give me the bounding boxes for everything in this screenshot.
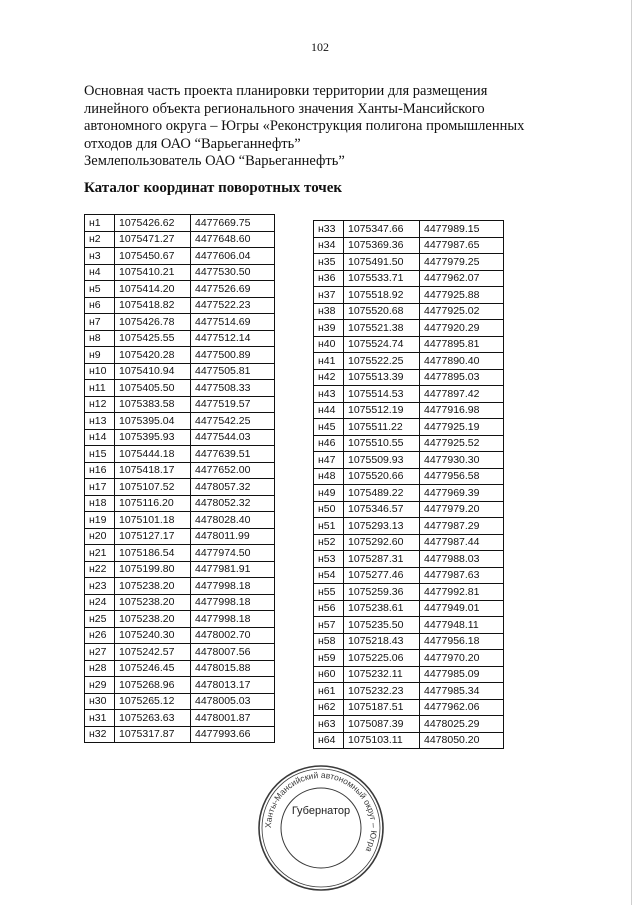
y-coordinate-cell: 4477890.40 — [420, 353, 504, 370]
x-coordinate-cell: 1075383.58 — [115, 396, 191, 413]
point-id-cell: н60 — [314, 666, 344, 683]
page-number: 102 — [311, 40, 329, 54]
point-id-cell: н38 — [314, 303, 344, 320]
y-coordinate-cell: 4478013.17 — [191, 677, 275, 694]
point-id-cell: н21 — [85, 545, 115, 562]
table-row — [314, 683, 504, 700]
x-coordinate-cell: 1075520.68 — [344, 303, 420, 320]
y-coordinate-cell: 4477985.34 — [420, 683, 504, 700]
y-coordinate-cell: 4478057.32 — [191, 479, 275, 496]
point-id-cell: н46 — [314, 435, 344, 452]
table-row — [314, 254, 504, 271]
x-coordinate-cell: 1075246.45 — [115, 660, 191, 677]
x-coordinate-cell: 1075510.55 — [344, 435, 420, 452]
point-id-cell: н36 — [314, 270, 344, 287]
table-row — [314, 534, 504, 551]
point-id-cell: н7 — [85, 314, 115, 331]
table-row — [85, 363, 275, 380]
x-coordinate-cell: 1075405.50 — [115, 380, 191, 397]
x-coordinate-cell: 1075293.13 — [344, 518, 420, 535]
x-coordinate-cell: 1075524.74 — [344, 336, 420, 353]
coordinates-table-left — [84, 214, 275, 743]
x-coordinate-cell: 1075410.21 — [115, 264, 191, 281]
document-header — [84, 83, 554, 171]
point-id-cell: н40 — [314, 336, 344, 353]
table-row — [314, 435, 504, 452]
y-coordinate-cell: 4477508.33 — [191, 380, 275, 397]
y-coordinate-cell: 4478002.70 — [191, 627, 275, 644]
y-coordinate-cell: 4478005.03 — [191, 693, 275, 710]
x-coordinate-cell: 1075277.46 — [344, 567, 420, 584]
table-row — [314, 336, 504, 353]
point-id-cell: н43 — [314, 386, 344, 403]
x-coordinate-cell: 1075287.31 — [344, 551, 420, 568]
point-id-cell: н13 — [85, 413, 115, 430]
x-coordinate-cell: 1075127.17 — [115, 528, 191, 545]
x-coordinate-cell: 1075238.20 — [115, 594, 191, 611]
header-line-3: автономного округа – Югры «Реконструкция полигона промышленных — [84, 118, 525, 134]
point-id-cell: н20 — [85, 528, 115, 545]
stamp-ring-text: Ханты-Мансийский автономный округ – Югра — [262, 769, 380, 854]
point-id-cell: н23 — [85, 578, 115, 595]
y-coordinate-cell: 4477639.51 — [191, 446, 275, 463]
table-row — [314, 600, 504, 617]
point-id-cell: н35 — [314, 254, 344, 271]
catalog-title: Каталог координат поворотных точек — [84, 180, 343, 196]
point-id-cell: н48 — [314, 468, 344, 485]
table-row — [85, 314, 275, 331]
point-id-cell: н64 — [314, 732, 344, 749]
y-coordinate-cell: 4477956.58 — [420, 468, 504, 485]
y-coordinate-cell: 4477987.65 — [420, 237, 504, 254]
y-coordinate-cell: 4477544.03 — [191, 429, 275, 446]
y-coordinate-cell: 4477925.02 — [420, 303, 504, 320]
table-row — [314, 419, 504, 436]
x-coordinate-cell: 1075238.61 — [344, 600, 420, 617]
table-row — [85, 545, 275, 562]
point-id-cell: н8 — [85, 330, 115, 347]
y-coordinate-cell: 4477974.50 — [191, 545, 275, 562]
table-row — [314, 287, 504, 304]
y-coordinate-cell: 4478050.20 — [420, 732, 504, 749]
y-coordinate-cell: 4477969.39 — [420, 485, 504, 502]
header-line-2: линейного объекта регионального значения Ханты-Мансийского — [84, 100, 485, 117]
table-row — [314, 567, 504, 584]
point-id-cell: н15 — [85, 446, 115, 463]
x-coordinate-cell: 1075426.62 — [115, 215, 191, 232]
point-id-cell: н52 — [314, 534, 344, 551]
point-id-cell: н5 — [85, 281, 115, 298]
point-id-cell: н24 — [85, 594, 115, 611]
y-coordinate-cell: 4477505.81 — [191, 363, 275, 380]
table-row — [85, 693, 275, 710]
x-coordinate-cell: 1075395.93 — [115, 429, 191, 446]
y-coordinate-cell: 4478025.29 — [420, 716, 504, 733]
y-coordinate-cell: 4477606.04 — [191, 248, 275, 265]
x-coordinate-cell: 1075259.36 — [344, 584, 420, 601]
table-row — [85, 429, 275, 446]
x-coordinate-cell: 1075347.66 — [344, 221, 420, 238]
point-id-cell: н12 — [85, 396, 115, 413]
point-id-cell: н58 — [314, 633, 344, 650]
governor-stamp — [256, 763, 386, 893]
y-coordinate-cell: 4478028.40 — [191, 512, 275, 529]
table-row — [85, 446, 275, 463]
point-id-cell: н39 — [314, 320, 344, 337]
y-coordinate-cell: 4477530.50 — [191, 264, 275, 281]
y-coordinate-cell: 4477925.88 — [420, 287, 504, 304]
y-coordinate-cell: 4477998.18 — [191, 611, 275, 628]
table-row — [314, 485, 504, 502]
y-coordinate-cell: 4477993.66 — [191, 726, 275, 743]
y-coordinate-cell: 4477962.06 — [420, 699, 504, 716]
point-id-cell: н2 — [85, 231, 115, 248]
x-coordinate-cell: 1075471.27 — [115, 231, 191, 248]
y-coordinate-cell: 4477669.75 — [191, 215, 275, 232]
x-coordinate-cell: 1075520.66 — [344, 468, 420, 485]
x-coordinate-cell: 1075265.12 — [115, 693, 191, 710]
table-row — [85, 248, 275, 265]
point-id-cell: н18 — [85, 495, 115, 512]
point-id-cell: н1 — [85, 215, 115, 232]
y-coordinate-cell: 4478052.32 — [191, 495, 275, 512]
x-coordinate-cell: 1075187.51 — [344, 699, 420, 716]
table-row — [85, 462, 275, 479]
y-coordinate-cell: 4477522.23 — [191, 297, 275, 314]
y-coordinate-cell: 4477989.15 — [420, 221, 504, 238]
point-id-cell: н11 — [85, 380, 115, 397]
y-coordinate-cell: 4477949.01 — [420, 600, 504, 617]
point-id-cell: н44 — [314, 402, 344, 419]
y-coordinate-cell: 4477920.29 — [420, 320, 504, 337]
y-coordinate-cell: 4477948.11 — [420, 617, 504, 634]
y-coordinate-cell: 4478001.87 — [191, 710, 275, 727]
table-row — [85, 644, 275, 661]
x-coordinate-cell: 1075533.71 — [344, 270, 420, 287]
y-coordinate-cell: 4477916.98 — [420, 402, 504, 419]
y-coordinate-cell: 4477998.18 — [191, 594, 275, 611]
point-id-cell: н4 — [85, 264, 115, 281]
point-id-cell: н62 — [314, 699, 344, 716]
coordinates-table-right — [313, 220, 504, 749]
table-row — [314, 237, 504, 254]
table-row — [314, 402, 504, 419]
x-coordinate-cell: 1075263.63 — [115, 710, 191, 727]
x-coordinate-cell: 1075512.19 — [344, 402, 420, 419]
stamp-label: Губернатор — [291, 805, 351, 817]
table-row — [314, 650, 504, 667]
x-coordinate-cell: 1075238.20 — [115, 611, 191, 628]
point-id-cell: н14 — [85, 429, 115, 446]
x-coordinate-cell: 1075268.96 — [115, 677, 191, 694]
point-id-cell: н59 — [314, 650, 344, 667]
table-row — [85, 281, 275, 298]
table-row — [85, 479, 275, 496]
x-coordinate-cell: 1075116.20 — [115, 495, 191, 512]
point-id-cell: н54 — [314, 567, 344, 584]
point-id-cell: н22 — [85, 561, 115, 578]
x-coordinate-cell: 1075509.93 — [344, 452, 420, 469]
x-coordinate-cell: 1075369.36 — [344, 237, 420, 254]
table-row — [85, 264, 275, 281]
point-id-cell: н61 — [314, 683, 344, 700]
table-row — [314, 666, 504, 683]
x-coordinate-cell: 1075514.53 — [344, 386, 420, 403]
table-row — [85, 380, 275, 397]
y-coordinate-cell: 4477925.19 — [420, 419, 504, 436]
x-coordinate-cell: 1075418.82 — [115, 297, 191, 314]
table-row — [314, 518, 504, 535]
x-coordinate-cell: 1075087.39 — [344, 716, 420, 733]
table-row — [314, 633, 504, 650]
land-user-line: Землепользователь ОАО “Варьеганнефть” — [84, 153, 345, 169]
y-coordinate-cell: 4477895.81 — [420, 336, 504, 353]
x-coordinate-cell: 1075240.30 — [115, 627, 191, 644]
x-coordinate-cell: 1075107.52 — [115, 479, 191, 496]
y-coordinate-cell: 4478007.56 — [191, 644, 275, 661]
table-row — [314, 699, 504, 716]
x-coordinate-cell: 1075232.11 — [344, 666, 420, 683]
point-id-cell: н25 — [85, 611, 115, 628]
table-row — [85, 726, 275, 743]
x-coordinate-cell: 1075235.50 — [344, 617, 420, 634]
x-coordinate-cell: 1075426.78 — [115, 314, 191, 331]
y-coordinate-cell: 4477895.03 — [420, 369, 504, 386]
point-id-cell: н3 — [85, 248, 115, 265]
y-coordinate-cell: 4477526.69 — [191, 281, 275, 298]
y-coordinate-cell: 4477897.42 — [420, 386, 504, 403]
x-coordinate-cell: 1075425.55 — [115, 330, 191, 347]
y-coordinate-cell: 4478015.88 — [191, 660, 275, 677]
x-coordinate-cell: 1075518.92 — [344, 287, 420, 304]
header-line-1: Основная часть проекта планировки территории для размещения — [84, 83, 488, 99]
x-coordinate-cell: 1075395.04 — [115, 413, 191, 430]
point-id-cell: н26 — [85, 627, 115, 644]
point-id-cell: н33 — [314, 221, 344, 238]
table-row — [85, 512, 275, 529]
point-id-cell: н53 — [314, 551, 344, 568]
table-row — [85, 660, 275, 677]
x-coordinate-cell: 1075232.23 — [344, 683, 420, 700]
table-row — [85, 561, 275, 578]
y-coordinate-cell: 4477988.03 — [420, 551, 504, 568]
table-row — [85, 231, 275, 248]
x-coordinate-cell: 1075513.39 — [344, 369, 420, 386]
table-row — [85, 611, 275, 628]
stamp-seal-icon — [256, 763, 386, 893]
point-id-cell: н19 — [85, 512, 115, 529]
y-coordinate-cell: 4478011.99 — [191, 528, 275, 545]
y-coordinate-cell: 4477956.18 — [420, 633, 504, 650]
table-row — [85, 594, 275, 611]
y-coordinate-cell: 4477962.07 — [420, 270, 504, 287]
x-coordinate-cell: 1075511.22 — [344, 419, 420, 436]
y-coordinate-cell: 4477985.09 — [420, 666, 504, 683]
x-coordinate-cell: 1075199.80 — [115, 561, 191, 578]
x-coordinate-cell: 1075186.54 — [115, 545, 191, 562]
point-id-cell: н30 — [85, 693, 115, 710]
y-coordinate-cell: 4477542.25 — [191, 413, 275, 430]
table-row — [314, 732, 504, 749]
table-row — [85, 710, 275, 727]
x-coordinate-cell: 1075292.60 — [344, 534, 420, 551]
x-coordinate-cell: 1075450.67 — [115, 248, 191, 265]
y-coordinate-cell: 4477500.89 — [191, 347, 275, 364]
y-coordinate-cell: 4477519.57 — [191, 396, 275, 413]
table-row — [314, 551, 504, 568]
table-row — [314, 320, 504, 337]
point-id-cell: н63 — [314, 716, 344, 733]
table-row — [85, 347, 275, 364]
table-row — [314, 617, 504, 634]
point-id-cell: н10 — [85, 363, 115, 380]
point-id-cell: н45 — [314, 419, 344, 436]
point-id-cell: н47 — [314, 452, 344, 469]
y-coordinate-cell: 4477987.29 — [420, 518, 504, 535]
table-row — [314, 501, 504, 518]
x-coordinate-cell: 1075242.57 — [115, 644, 191, 661]
x-coordinate-cell: 1075410.94 — [115, 363, 191, 380]
x-coordinate-cell: 1075489.22 — [344, 485, 420, 502]
point-id-cell: н56 — [314, 600, 344, 617]
point-id-cell: н42 — [314, 369, 344, 386]
table-row — [314, 452, 504, 469]
y-coordinate-cell: 4477652.00 — [191, 462, 275, 479]
x-coordinate-cell: 1075444.18 — [115, 446, 191, 463]
table-row — [85, 330, 275, 347]
point-id-cell: н31 — [85, 710, 115, 727]
table-row — [314, 386, 504, 403]
header-line-4: отходов для ОАО “Варьеганнефть” — [84, 135, 301, 152]
y-coordinate-cell: 4477514.69 — [191, 314, 275, 331]
table-row — [314, 584, 504, 601]
x-coordinate-cell: 1075101.18 — [115, 512, 191, 529]
scan-edge-line — [631, 0, 632, 905]
y-coordinate-cell: 4477930.30 — [420, 452, 504, 469]
point-id-cell: н9 — [85, 347, 115, 364]
x-coordinate-cell: 1075521.38 — [344, 320, 420, 337]
y-coordinate-cell: 4477979.20 — [420, 501, 504, 518]
x-coordinate-cell: 1075418.17 — [115, 462, 191, 479]
point-id-cell: н50 — [314, 501, 344, 518]
x-coordinate-cell: 1075317.87 — [115, 726, 191, 743]
table-row — [314, 303, 504, 320]
point-id-cell: н37 — [314, 287, 344, 304]
point-id-cell: н17 — [85, 479, 115, 496]
y-coordinate-cell: 4477981.91 — [191, 561, 275, 578]
point-id-cell: н32 — [85, 726, 115, 743]
point-id-cell: н51 — [314, 518, 344, 535]
table-row — [85, 495, 275, 512]
x-coordinate-cell: 1075420.28 — [115, 347, 191, 364]
x-coordinate-cell: 1075522.25 — [344, 353, 420, 370]
x-coordinate-cell: 1075218.43 — [344, 633, 420, 650]
table-row — [85, 677, 275, 694]
table-row — [85, 528, 275, 545]
point-id-cell: н57 — [314, 617, 344, 634]
y-coordinate-cell: 4477992.81 — [420, 584, 504, 601]
y-coordinate-cell: 4477987.63 — [420, 567, 504, 584]
x-coordinate-cell: 1075238.20 — [115, 578, 191, 595]
point-id-cell: н28 — [85, 660, 115, 677]
point-id-cell: н49 — [314, 485, 344, 502]
table-row — [85, 396, 275, 413]
point-id-cell: н16 — [85, 462, 115, 479]
table-row — [85, 215, 275, 232]
y-coordinate-cell: 4477970.20 — [420, 650, 504, 667]
table-row — [85, 627, 275, 644]
table-row — [314, 221, 504, 238]
point-id-cell: н29 — [85, 677, 115, 694]
x-coordinate-cell: 1075103.11 — [344, 732, 420, 749]
x-coordinate-cell: 1075414.20 — [115, 281, 191, 298]
y-coordinate-cell: 4477998.18 — [191, 578, 275, 595]
y-coordinate-cell: 4477925.52 — [420, 435, 504, 452]
table-row — [314, 716, 504, 733]
point-id-cell: н6 — [85, 297, 115, 314]
table-row — [85, 413, 275, 430]
x-coordinate-cell: 1075491.50 — [344, 254, 420, 271]
y-coordinate-cell: 4477979.25 — [420, 254, 504, 271]
y-coordinate-cell: 4477512.14 — [191, 330, 275, 347]
x-coordinate-cell: 1075346.57 — [344, 501, 420, 518]
point-id-cell: н27 — [85, 644, 115, 661]
table-row — [85, 297, 275, 314]
table-row — [314, 369, 504, 386]
x-coordinate-cell: 1075225.06 — [344, 650, 420, 667]
table-row — [85, 578, 275, 595]
point-id-cell: н55 — [314, 584, 344, 601]
point-id-cell: н34 — [314, 237, 344, 254]
table-row — [314, 353, 504, 370]
table-row — [314, 270, 504, 287]
y-coordinate-cell: 4477987.44 — [420, 534, 504, 551]
point-id-cell: н41 — [314, 353, 344, 370]
table-row — [314, 468, 504, 485]
y-coordinate-cell: 4477648.60 — [191, 231, 275, 248]
